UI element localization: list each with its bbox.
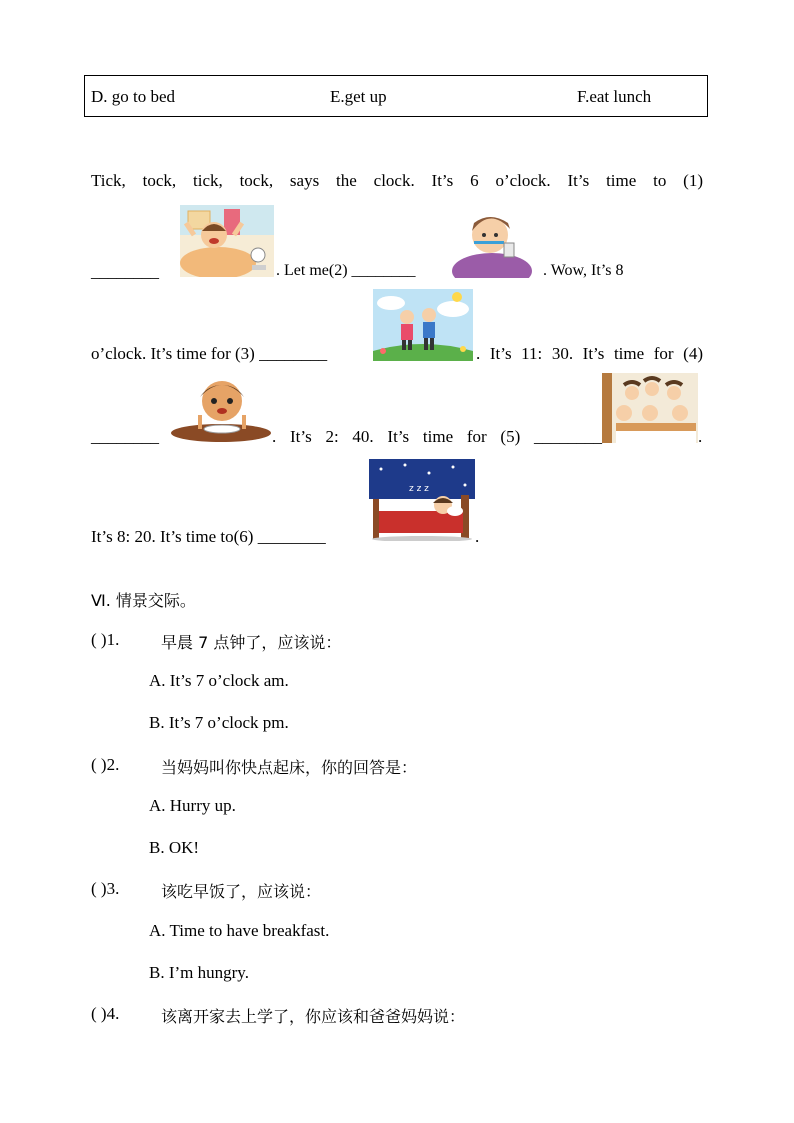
question-3-paren[interactable]: ( )3. — [91, 879, 120, 898]
blank-2[interactable]: ________ — [351, 262, 416, 279]
question-2-text: 当妈妈叫你快点起床，你的回答是： — [161, 758, 418, 777]
question-1-option-a: A. It’s 7 o’clock am. — [149, 671, 289, 690]
question-2-paren[interactable]: ( )2. — [91, 755, 120, 774]
question-3-option-b: B. I’m hungry. — [149, 963, 249, 982]
wake-up-picture — [180, 205, 274, 277]
sleep-picture — [369, 459, 475, 541]
passage-line-3-end: . It’s 11: 30. It’s time for (4) — [476, 344, 703, 363]
section-title: Ⅵ. 情景交际。 — [91, 591, 196, 610]
blank-4[interactable]: ________ — [91, 427, 159, 446]
question-4-text: 该离开家去上学了，你应该和爸爸妈妈说： — [161, 1007, 466, 1026]
option-d: D. go to bed — [91, 87, 176, 106]
question-2-option-a: A. Hurry up. — [149, 796, 236, 815]
blank-5[interactable]: ________ — [534, 427, 602, 446]
period-6: . — [475, 527, 480, 546]
passage-line-2-mid — [276, 262, 416, 280]
let-me-text: . Let me(2) — [276, 262, 352, 279]
question-1-option-b: B. It’s 7 o’clock pm. — [149, 713, 289, 732]
svg-text:z z z: z z z — [409, 484, 429, 494]
question-1-paren[interactable]: ( )1. — [91, 630, 120, 649]
option-e: E.get up — [330, 87, 387, 106]
passage-line-4-mid — [272, 427, 602, 447]
classroom-picture — [602, 373, 698, 443]
passage-line-1: Tick, tock, tick, tock, says the clock. It’s 6 o’clock. It’s time to (1) — [91, 171, 703, 190]
wow-text: . Wow, It’s 8 — [543, 262, 624, 279]
passage-line-4-start — [91, 427, 159, 447]
question-4-paren[interactable]: ( )4. — [91, 1004, 120, 1023]
option-f: F.eat lunch — [577, 87, 652, 106]
question-1-text: 早晨 7 点钟了，应该说： — [161, 633, 342, 652]
blank-3[interactable]: ________ — [259, 344, 328, 363]
oclock-text: o’clock. It’s time for (3) — [91, 344, 260, 363]
question-3-text: 该吃早饭了，应该说： — [161, 882, 322, 901]
passage-line-3-start — [91, 344, 327, 364]
period-5: . — [698, 427, 703, 446]
its820-text: It’s 8: 20. It’s time to(6) — [91, 527, 258, 546]
blank-6[interactable]: ________ — [257, 527, 326, 546]
its240-text: . It’s 2: 40. It’s time for (5) — [272, 427, 534, 446]
brush-teeth-picture — [444, 205, 541, 278]
eat-lunch-picture — [170, 375, 272, 443]
passage-line-5 — [91, 527, 326, 547]
question-3-option-a: A. Time to have breakfast. — [149, 921, 330, 940]
question-2-option-b: B. OK! — [149, 838, 200, 857]
go-to-school-picture — [373, 289, 473, 361]
blank-1[interactable]: ________ — [91, 262, 159, 281]
passage-line-2-start — [91, 262, 159, 282]
